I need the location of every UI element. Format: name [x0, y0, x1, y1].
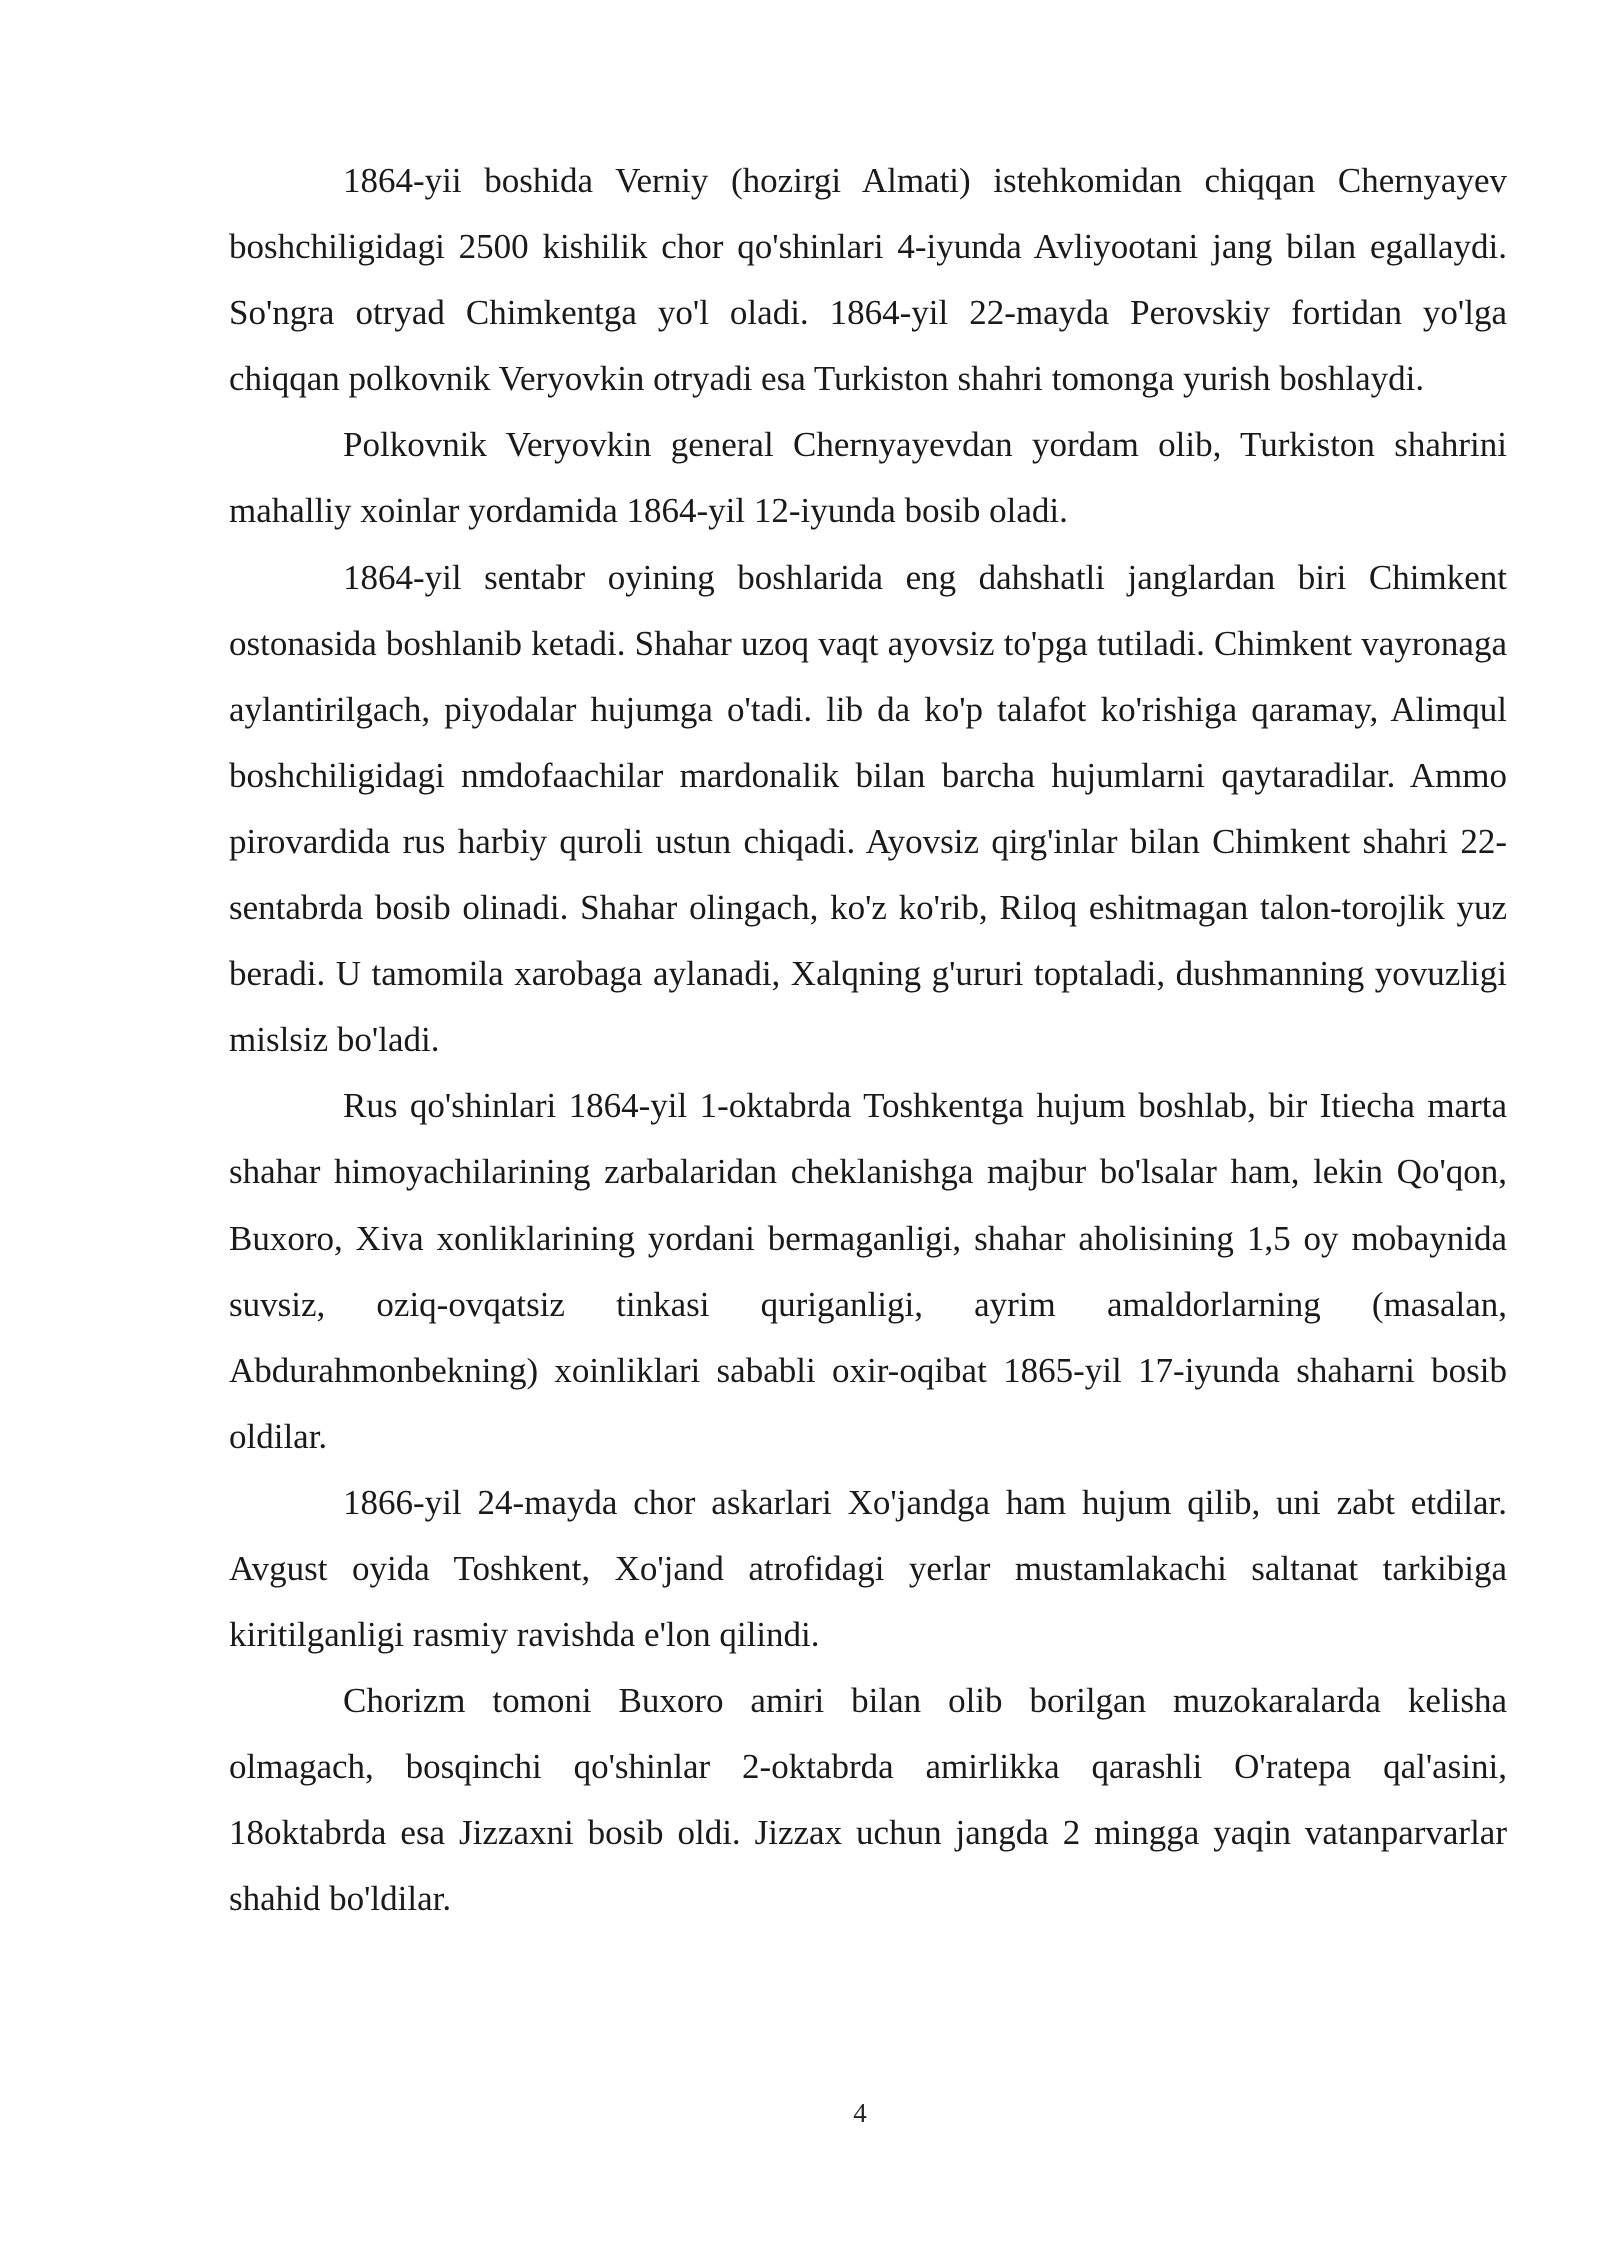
paragraph-4: Rus qo'shinlari 1864-yil 1-oktabrda Toshkentga hujum boshlab, bir Itiecha marta shahar himoyachilarining zarbalaridan cheklanishga majbur bo'lsalar ham, lekin Qo'qon, Buxoro, Xiva xonliklarining yordani bermaganligi, shahar aholisining 1,5 oy mobaynida suvsiz, oziq-ovqatsiz tinkasi quriganligi, ayrim amaldorlarning (masalan, Abdurahmonbekning) xoinliklari sababli oxir-oqibat 1865-yil 17-iyunda shaharni bosib oldilar. [229, 1086, 1507, 1456]
body-text [229, 148, 1507, 1933]
paragraph-1: 1864-yii boshida Verniy (hozirgi Almati) istehkomidan chiqqan Chernyayev boshchiligidagi 2500 kishilik chor qo'shinlari 4-iyunda Avliyootani jang bilan egallaydi. So'ngra otryad Chimkentga yo'l oladi. 1864-yil 22-mayda Perovskiy fortidan yo'lga chiqqan polkovnik Veryovkin otryadi esa Turkiston shahri tomonga yurish boshlaydi. [229, 161, 1507, 399]
paragraph-3: 1864-yil sentabr oyining boshlarida eng dahshatli janglardan biri Chimkent ostonasida boshlanib ketadi. Shahar uzoq vaqt ayovsiz to'pga tutiladi. Chimkent vayronaga aylantirilgach, piyodalar hujumga o'tadi. lib da ko'p talafot ko'rishiga qaramay, Alimqul boshchiligidagi nmdofaachilar mardonalik bilan barcha hujumlarni qaytaradilar. Ammo pirovardida rus harbiy quroli ustun chiqadi. Ayovsiz qirg'inlar bilan Chimkent shahri 22-sentabrda bosib olinadi. Shahar olingach, ko'z ko'rib, Riloq eshitmagan talon-torojlik yuz beradi. U tamomila xarobaga aylanadi, Xalqning g'ururi toptaladi, dushmanning yovuzligi mislsiz bo'ladi. [229, 557, 1507, 1060]
paragraph-5: 1866-yil 24-mayda chor askarlari Xo'jandga ham hujum qilib, uni zabt etdilar. Avgust oyida Toshkent, Xo'jand atrofidagi yerlar mustamlakachi saltanat tarkibiga kiritilganligi rasmiy ravishda e'lon qilindi. [229, 1482, 1507, 1655]
paragraph-2: Polkovnik Veryovkin general Chernyayevdan yordam olib, Turkiston shahrini mahalliy xoinlar yordamida 1864-yil 12-iyunda bosib oladi. [229, 425, 1507, 531]
page-number: 4 [853, 2098, 867, 2128]
paragraph-6: Chorizm tomoni Buxoro amiri bilan olib borilgan muzokaralarda kelisha olmagach, bosqinchi qo'shinlar 2-oktabrda amirlikka qarashli O'ratepa qal'asini, 18oktabrda esa Jizzaxni bosib oldi. Jizzax uchun jangda 2 mingga yaqin vatanparvarlar shahid bo'ldilar. [229, 1681, 1507, 1919]
